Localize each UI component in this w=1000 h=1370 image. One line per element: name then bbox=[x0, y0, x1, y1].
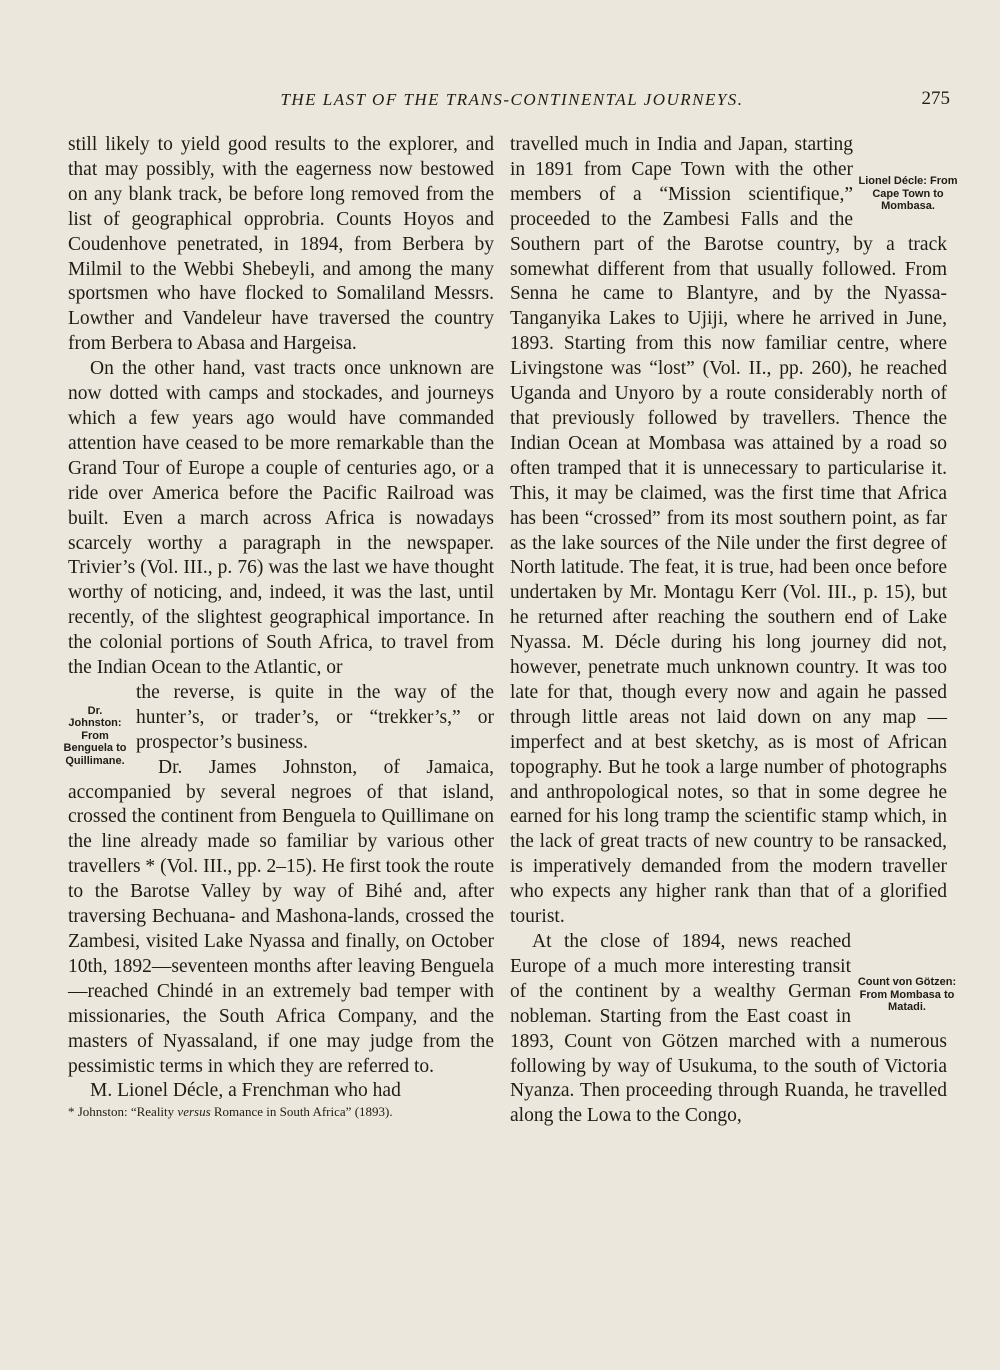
paragraph-text: travelled much in India and Japan, starting in 1891 from Cape Town with the other members of a “Mission scientifique,” proceeded to the Zambesi Falls and the Southern part of the Barotse country, by a track somewhat different from that usually followed. From Senna he came to Blantyre, and by the Nyassa-Tanganyika Lakes to Ujiji, where he arrived in June, 1893. Starting from this now familiar centre, where Livingstone was “lost” (Vol. II., pp. 260), he reached Uganda and Unyoro by a route considerably north of that previously followed by travellers. Thence the Indian Ocean at Mombasa was attained by a road so often tramped that it is unnecessary to particularise it. This, it may be claimed, was the first time that Africa has been “crossed” from its most southern point, as far as the lake sources of the Nile under the first degree of North latitude. The feat, it is true, had been once before undertaken by Mr. Montagu Kerr (Vol. III., p. 15), but he returned after reaching the southern end of Lake Nyassa. M. Décle during his long journey did not, however, penetrate much unknown country. It was too late for that, though every now and again he passed through little areas not laid down on any map —imperfect and at best sketchy, as is most of African topography. But he took a large number of photographs and anthropological notes, so that in some degree he earned for his long tramp the scientific stamp which, in the lack of great tracts of new country to be ransacked, is imperatively demanded from the modern traveller who expects any higher rank than that of a glorified tourist. bbox=[510, 134, 947, 928]
sidenote-decle: Lionel Décle: From Cape Town to Mombasa. bbox=[858, 175, 958, 212]
paragraph-with-sidenote bbox=[510, 133, 958, 930]
footnote-versus: versus bbox=[177, 1104, 211, 1120]
footnote bbox=[68, 1104, 494, 1119]
paragraph: still likely to yield good results to the explorer, and that may possibly, with the eagerness now bestowed on any blank track, be before long removed from the list of geographical opprobria. Counts Hoyos and Coudenhove penetrated, in 1894, from Berbera by Milmil to the Webbi Shebeyli, and among the many sportsmen who have flocked to Somaliland Messrs. Lowther and Vandeleur have traversed the country from Berbera to Abasa and Hargeisa. bbox=[68, 134, 494, 355]
running-title: THE LAST OF THE TRANS-CONTINENTAL JOURNEYS. bbox=[280, 90, 744, 109]
paragraph-text: the reverse, is quite in the way of the hunter’s, or trader’s, or “trekker’s,” or prospector’s business. bbox=[136, 681, 494, 753]
paragraph-text: At the close of 1894, news reached Europe of a much more interesting transit of the continent by a wealthy German nobleman. Starting from the East coast in 1893, Count von Götzen marched with a numerous following by way of Usukuma, to the south of Victoria Nyanza. Then proceeding through Ruanda, he travelled along the Lowa to the Congo, bbox=[510, 931, 947, 1127]
paragraph: On the other hand, vast tracts once unknown are now dotted with camps and stockades, and journeys which a few years ago would have commanded attention have ceased to be more remarkable than the Grand Tour of Europe a couple of centuries ago, or a ride over America before the Pacific Railroad was built. Even a march across Africa is nowadays scarcely worthy a paragraph in the newspaper. Trivier’s (Vol. III., p. 76) was the last we have thought worthy of noticing, and, indeed, it was the last, until recently, of the slightest geographical importance. In the colonial portions of South Africa, to travel from the Indian Ocean to the Atlantic, or bbox=[68, 358, 494, 679]
paragraph: Dr. James Johnston, of Jamaica, accompanied by several negroes of that island, crossed the continent from Benguela to Quillimane on the line already made so familiar by various other travellers * (Vol. III., pp. 2–15). He first took the route to the Barotse Valley by way of Bihé and, after traversing Bechuana- and Mashona-lands, crossed the Zambesi, visited Lake Nyassa and finally, on October 10th, 1892—seventeen months after leaving Benguela—reached Chindé in an extremely bad temper with missionaries, the South Africa Company, and the masters of Nyassaland, if one may judge from the pessimistic terms in which they are referred to. bbox=[68, 756, 494, 1077]
right-column bbox=[510, 133, 958, 1129]
sidenote-gotzen: Count von Götzen: From Mombasa to Matadi. bbox=[857, 976, 957, 1013]
footnote-marker: * Johnston: bbox=[68, 1104, 128, 1120]
sidenote-johnston: Dr. Johnston: From Benguela to Quillimane. bbox=[63, 704, 127, 767]
left-column bbox=[63, 133, 494, 1120]
footnote-quote: “Reality bbox=[130, 1104, 175, 1120]
page-number: 275 bbox=[921, 88, 950, 109]
footnote-rest: Romance in South Africa” (1893). bbox=[213, 1104, 393, 1120]
paragraph-with-sidenote bbox=[510, 930, 957, 1129]
paragraph: M. Lionel Décle, a Frenchman who had bbox=[90, 1080, 401, 1102]
paragraph-with-sidenote bbox=[63, 681, 494, 767]
